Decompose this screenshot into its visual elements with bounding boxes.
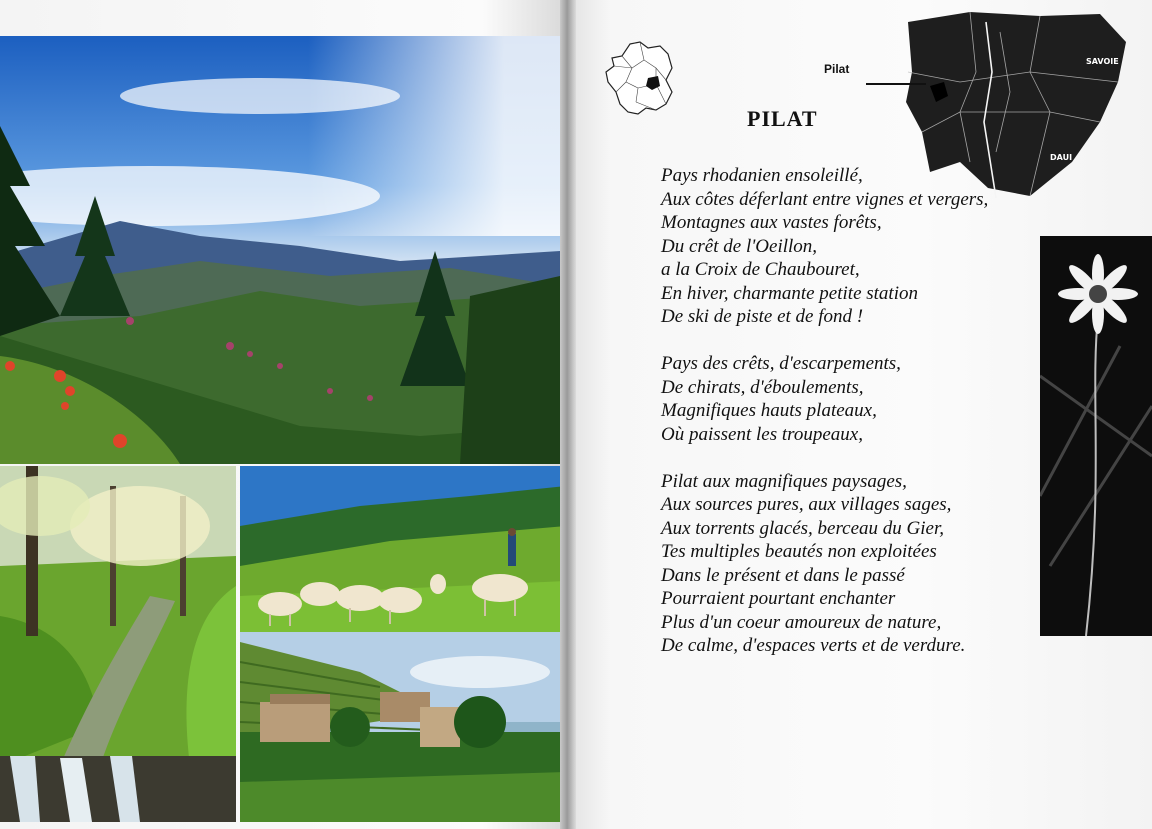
poem-line: De ski de piste et de fond ! (661, 306, 864, 327)
poem-line: Pays des crêts, d'escarpements, (661, 353, 901, 374)
poem-line: Où paissent les troupeaux, (661, 423, 863, 445)
vineyard-village-photo (240, 632, 566, 822)
region-label-savoie: SAVOIE (1086, 57, 1119, 66)
poem-line: Montagnes aux vastes forêts, (661, 212, 882, 233)
poem-line: Dans le présent et dans le passé (661, 564, 905, 586)
poem-title: PILAT (747, 106, 818, 131)
mountain-landscape-photo (0, 36, 560, 464)
poem-stanza (661, 470, 1101, 658)
map-pointer-label: Pilat (824, 62, 850, 76)
stream-waterfall-photo (0, 466, 236, 822)
poem-line: Pilat aux magnifiques paysages, (661, 470, 907, 492)
pointer-line (866, 80, 926, 88)
poem-line: Plus d'un coeur amoureux de nature, (661, 611, 942, 633)
poem-line: De chirats, d'éboulements, (661, 376, 864, 398)
poem-body (661, 164, 1101, 681)
left-page (0, 0, 568, 829)
poem-line: Aux sources pures, aux villages sages, (661, 494, 952, 515)
france-outline-map-icon (602, 38, 680, 118)
poem-line: Pourraient pourtant enchanter (661, 588, 896, 609)
poem-line: Tes multiples beautés non exploitées (661, 541, 937, 562)
poem-line: Aux torrents glacés, berceau du Gier, (661, 517, 945, 539)
book-gutter (560, 0, 576, 829)
poem-line: Du crêt de l'Oeillon, (661, 235, 818, 257)
poem-line: Aux côtes déferlant entre vignes et vergers, (661, 188, 989, 210)
poem-line: De calme, d'espaces verts et de verdure. (661, 635, 966, 656)
poem-stanza (661, 164, 1101, 329)
poem-line: a la Croix de Chaubouret, (661, 259, 860, 280)
region-label-dauphine: DAUI (1050, 153, 1073, 162)
poem-line: Pays rhodanien ensoleillé, (661, 165, 863, 186)
poem-line: En hiver, charmante petite station (661, 282, 918, 304)
goats-pasture-photo (240, 466, 566, 632)
poem-stanza (661, 352, 1101, 446)
poem-line: Magnifiques hauts plateaux, (661, 400, 877, 421)
